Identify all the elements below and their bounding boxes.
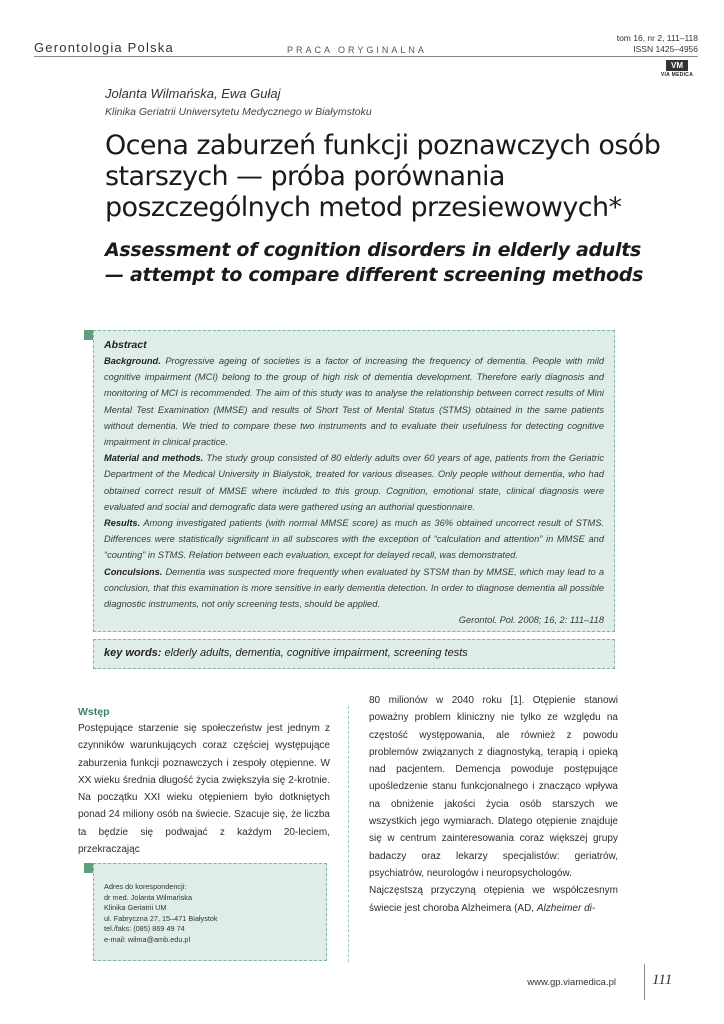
keywords-text: elderly adults, dementia, cognitive impairment, screening tests (164, 647, 468, 659)
header-rule (34, 56, 698, 57)
correspondence-line: Klinika Geriatrii UM (104, 903, 167, 912)
footer-divider (644, 964, 645, 1000)
right-paragraph-2-italic: Alzheimer di- (536, 902, 596, 914)
abstract-heading: Abstract (104, 339, 147, 351)
abstract-conclusions (104, 564, 604, 613)
left-column (78, 706, 330, 858)
issn: ISSN 1425–4956 (633, 44, 698, 54)
correspondence-box (93, 863, 327, 961)
issue-volume: tom 16, nr 2, 111–118 (616, 33, 698, 43)
background-label: Background. (104, 356, 161, 366)
title-english: Assessment of cognition disorders in elderly adults — attempt to compare different screening methods (105, 239, 644, 286)
right-column (369, 692, 618, 917)
background-text: Progressive ageing of societies is a factor of increasing the frequency of dementia. People with mild cognitive impairment (MCI) belong to the group of high risk of dementia development. Therefore early diagnosis and monitoring of MCI is recommended. The aim of this study was to analyse the relationship between correct results of Mini Mental Test Examination (MMSE) and results of Short Test of Mental Status (STMS) obtained in the same patients without dementia. We tried to compare these two instruments and to evaluate their usefulness for detecting cognitive impairment in clinical practice. (104, 356, 604, 448)
abstract-results (104, 515, 604, 564)
footer-url[interactable]: www.gp.viamedica.pl (527, 977, 616, 988)
correspondence-email[interactable]: e-mail: wilma@amb.edu.pl (104, 934, 191, 944)
column-divider (348, 706, 349, 962)
intro-paragraph: Postępujące starzenie się społeczeństw jest jednym z czynników warunkujących coraz częściej występujące zaburzenia funkcji poznawczych i zespoły otępienne. W XX wieku średnia długość życia zwiększyła się 2-krotnie. Na początku XXI wieku otępieniem było dotkniętych ponad 24 miliony osób na świecie. Szacuje się, że liczba ta będzie się podwajać z każdym 20-leciem, przekraczając (78, 723, 330, 856)
conclusions-text: Dementia was suspected more frequently when evaluated by STSM than by MMSE, which may lead to a conclusion, that this examination is more sensitive in early dementia detection. In order to diagnose dementia all possible diagnostic instruments, not only screening tests, should be applied. (104, 566, 604, 610)
page-number: 111 (652, 972, 673, 988)
results-text: Among investigated patients (with normal MMSE score) as much as 36% obtained uncorrect result of STMS. Differences were statistically significant in all subscores with the exception of “calculation and attention” in MMSE and “counting” in STMS. Relation between each evaluation, except for delayed recall, was demonstrated. (104, 518, 604, 561)
logo-text: VIA MEDICA (660, 72, 694, 78)
correspondence-line: tel./faks: (085) 869 49 74 (104, 924, 185, 933)
methods-text: The study group consisted of 80 elderly adults over 60 years of age, patients from the Geriatric Department of the Medical University in Bialystok, treated for various diseases. Only people without dementia, who had obtained correct result of MMSE where included to this group. Cognition, emotional state, clinical diagnosis were evaluated and social and demografic data were gathered using an authorial questionnaire. (104, 453, 604, 512)
logo-mark: VM (666, 60, 688, 71)
conclusions-label: Conculsions. (104, 566, 163, 577)
citation: Gerontol. Pol. 2008; 16, 2: 111–118 (458, 615, 604, 626)
correspondence-line: Adres do korespondencji: (104, 882, 187, 891)
abstract-background (104, 353, 604, 450)
article-section: PRACA ORYGINALNA (287, 45, 427, 55)
right-paragraph-1: 80 milionów w 2040 roku [1]. Otępienie stanowi poważny problem kliniczny nie tylko ze względu na częstość występowania, ale również z powodu problemów związanych z diagnostyką, terapią i opieką nad pacjentem. Demencja powoduje postępujące upośledzenie stanu funkcjonalnego i znacząco wpływa na obniżenie jakości życia osób starszych we wszystkich jego wymiarach. Dlatego otępienie znajduje się w centrum zainteresowania coraz większej grupy badaczy oraz lekarzy specjalistów: geriatrów, psychiatrów, neurologów i neuropsychologów. (369, 695, 618, 879)
abstract-methods (104, 450, 604, 515)
results-label: Results. (104, 518, 141, 529)
right-paragraph-2-text: Najczęstszą przyczyną otępienia we współczesnym świecie jest choroba Alzheimera (AD, (369, 885, 618, 914)
keywords-box (93, 639, 615, 669)
title-polish: Ocena zaburzeń funkcji poznawczych osób starszych — próba porównania poszczególnych metod przesiewowych* (105, 130, 661, 223)
right-paragraph-2 (369, 882, 618, 917)
keywords-label: key words: (104, 647, 162, 659)
correspondence-line: dr med. Jolanta Wilmańska (104, 892, 193, 902)
issue-info (617, 33, 698, 55)
intro-heading: Wstęp (78, 706, 110, 718)
abstract-box (93, 330, 615, 632)
correspondence-line: ul. Fabryczna 27, 15–471 Białystok (104, 913, 218, 923)
authors: Jolanta Wilmańska, Ewa Gułaj (105, 86, 281, 101)
methods-label: Material and methods. (104, 453, 204, 464)
publisher-logo (660, 60, 694, 78)
affiliation: Klinika Geriatrii Uniwersytetu Medycznego w Białymstoku (105, 106, 372, 118)
journal-name: Gerontologia Polska (34, 40, 174, 55)
